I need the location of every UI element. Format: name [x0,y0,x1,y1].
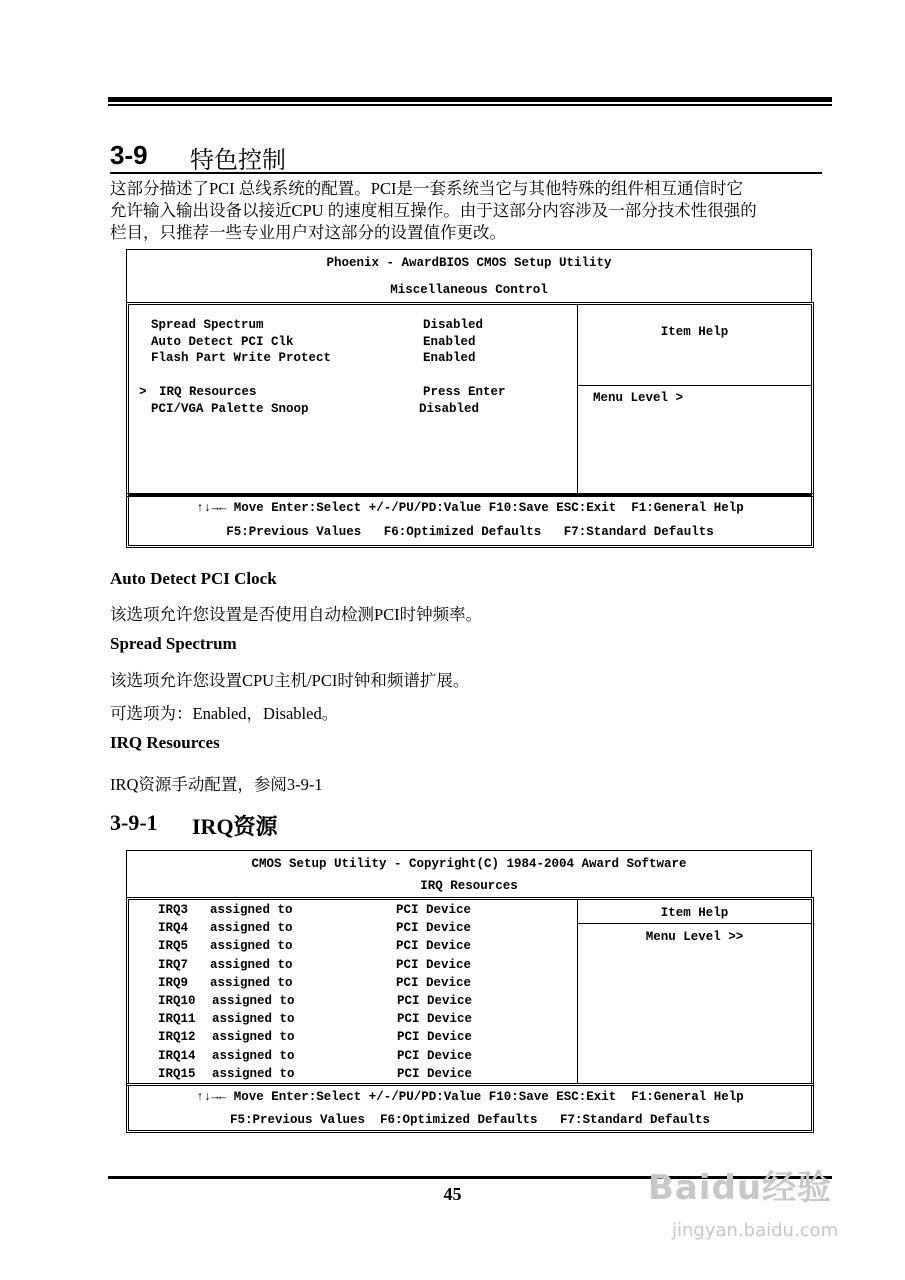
irq-row[interactable] [158,994,568,1012]
irq-label: IRQ9 [158,975,189,990]
subsection-number: 3-9-1 [110,810,158,835]
bios1-header [126,249,812,303]
bios2-footer-defaults: F5:Previous Values F6:Optimized Defaults F7:Standard Defaults [229,1113,711,1127]
irq-value[interactable]: PCI Device [397,1066,473,1081]
irq-assigned: assigned to [212,1066,295,1081]
item-label: Spread Spectrum [151,318,264,332]
irq-row[interactable] [158,958,568,976]
irq-value[interactable]: PCI Device [397,993,473,1008]
bios1-footer-keys: ↑↓→← Move Enter:Select +/-/PU/PD:Value F10:Save ESC:Exit F1:General Help [196,501,744,515]
bios1-item-help: Item Help [660,325,729,339]
bios2-main-panel [126,897,814,1086]
bios1-footer-defaults: F5:Previous Values F6:Optimized Defaults F7:Standard Defaults [226,525,714,539]
bios1-main-panel [126,302,814,497]
irq-label: IRQ10 [158,993,196,1008]
auto-detect-text: 该选项允许您设置是否使用自动检测PCI时钟频率。 [110,605,483,624]
irq-assigned: assigned to [210,903,293,917]
bios1-menu-level: Menu Level > [593,391,684,405]
bios1-footer [126,493,814,548]
irq-value[interactable]: PCI Device [396,921,472,936]
page-number: 45 [443,1184,462,1204]
bios2-help-divider [578,923,811,924]
auto-detect-heading: Auto Detect PCI Clock [110,569,277,588]
bios2-menu-level: Menu Level >> [645,930,744,944]
irq-label: IRQ7 [158,957,189,972]
irq-value[interactable]: PCI Device [396,903,472,917]
irq-assigned: assigned to [210,921,293,936]
irq-value[interactable]: PCI Device [396,975,472,990]
spread-options: 可选项为：Enabled，Disabled。 [110,704,339,723]
watermark-url: jingyan.baidu.com [672,1220,839,1241]
bios2-item-help: Item Help [660,906,729,920]
irq-row[interactable] [158,1049,568,1067]
irq-assigned: assigned to [212,993,295,1008]
irq-label: IRQ5 [158,939,189,954]
irq-value[interactable]: PCI Device [397,1012,473,1027]
intro-line: 这部分描述了PCI 总线系统的配置。PCI是一套系统当它与其他特殊的组件相互通信时它 [110,179,743,198]
irq-assigned: assigned to [210,939,293,954]
bios1-help-divider [578,385,811,386]
bios1-item-label[interactable]: Flash Part Write Protect [151,351,332,365]
subsection-title: IRQ资源 [192,814,278,839]
intro-line: 允许输入输出设备以接近CPU 的速度相互操作。由于这部分内容涉及一部分技术性很强的 [110,201,757,220]
bios2-subtitle: IRQ Resources [420,879,518,893]
irq-row[interactable] [158,976,568,994]
bios1-item-value[interactable]: Disabled [419,402,480,416]
irq-label: IRQ15 [158,1066,196,1081]
irq-value[interactable]: PCI Device [397,1030,473,1045]
bios1-item-label[interactable]: IRQ Resources [159,385,257,399]
spread-heading: Spread Spectrum [110,634,237,653]
section-number: 3-9 [110,140,148,170]
irq-row[interactable] [158,939,568,957]
bios2-header [126,850,812,898]
irq-heading: IRQ Resources [110,733,220,752]
irq-assigned: assigned to [212,1030,295,1045]
bios1-item-prefix: > [139,385,155,399]
irq-row[interactable] [158,1030,568,1048]
bios1-item-value[interactable]: Disabled [423,318,484,332]
header-rule-thin [108,104,832,106]
irq-label: IRQ12 [158,1030,196,1045]
irq-label: IRQ11 [158,1012,196,1027]
irq-text: IRQ资源手动配置，参阅3-9-1 [110,775,323,794]
bios2-title: CMOS Setup Utility - Copyright(C) 1984-2004 Award Software [251,857,687,871]
bios1-title: Phoenix - AwardBIOS CMOS Setup Utility [326,256,612,270]
bios2-footer-keys: ↑↓→← Move Enter:Select +/-/PU/PD:Value F10:Save ESC:Exit F1:General Help [196,1090,744,1104]
watermark-brand: Baidu经验 [648,1168,833,1208]
irq-assigned: assigned to [210,957,293,972]
bios1-item-label[interactable]: Auto Detect PCI Clk [151,335,294,349]
spread-text: 该选项允许您设置CPU主机/PCI时钟和频谱扩展。 [110,671,470,690]
irq-value[interactable]: PCI Device [397,1048,473,1063]
irq-label: IRQ4 [158,921,189,936]
irq-assigned: assigned to [210,975,293,990]
bios1-subtitle: Miscellaneous Control [390,283,548,297]
bios1-item-value[interactable]: Press Enter [423,385,506,399]
irq-label: IRQ3 [158,903,189,917]
section-heading [110,140,822,174]
section-title: 特色控制 [190,146,286,174]
bios1-item-value[interactable]: Enabled [423,335,476,349]
intro-line: 栏目，只推荐一些专业用户对这部分的设置值作更改。 [110,223,506,242]
header-rule-thick [108,97,832,102]
bios2-divider [577,900,580,1083]
irq-value[interactable]: PCI Device [396,939,472,954]
irq-assigned: assigned to [212,1012,295,1027]
intro-paragraph [110,178,822,244]
irq-list [158,903,568,1085]
irq-label: IRQ14 [158,1048,196,1063]
irq-assigned: assigned to [212,1048,295,1063]
bios1-item-label[interactable]: PCI/VGA Palette Snoop [151,402,309,416]
irq-row[interactable] [158,1012,568,1030]
subsection-heading [110,810,278,839]
bios2-footer [126,1083,814,1133]
irq-row[interactable] [158,921,568,939]
irq-value[interactable]: PCI Device [396,957,472,972]
irq-row[interactable] [158,903,568,921]
bios1-item-value[interactable]: Enabled [423,351,476,365]
